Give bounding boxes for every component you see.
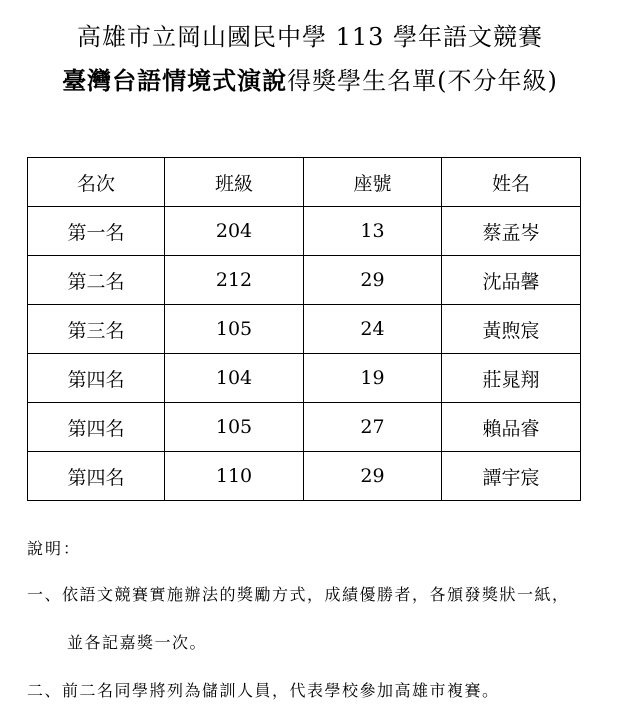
cell-class: 204 <box>165 207 304 256</box>
cell-rank: 第三名 <box>28 305 165 354</box>
cell-class: 105 <box>165 403 304 452</box>
cell-name: 譚宇宸 <box>442 452 581 501</box>
cell-class: 212 <box>165 256 304 305</box>
cell-class: 110 <box>165 452 304 501</box>
cell-rank: 第四名 <box>28 354 165 403</box>
cell-rank: 第一名 <box>28 207 165 256</box>
cell-name: 蔡孟岑 <box>442 207 581 256</box>
cell-rank: 第四名 <box>28 403 165 452</box>
table-row <box>28 256 581 305</box>
note-item-1: 一、依語文競賽實施辦法的獎勵方式，成績優勝者，各頒發獎狀一紙， <box>27 585 570 604</box>
table-row <box>28 305 581 354</box>
table-header-row <box>28 158 581 207</box>
cell-seat: 27 <box>304 403 442 452</box>
cell-name: 黃煦宸 <box>442 305 581 354</box>
cell-seat: 13 <box>304 207 442 256</box>
table-row <box>28 207 581 256</box>
table-row <box>28 403 581 452</box>
cell-seat: 24 <box>304 305 442 354</box>
column-header-seat: 座號 <box>304 158 442 207</box>
page-subtitle <box>0 64 620 98</box>
cell-name: 沈品馨 <box>442 256 581 305</box>
cell-rank: 第二名 <box>28 256 165 305</box>
cell-seat: 19 <box>304 354 442 403</box>
notes-title: 說明： <box>27 539 82 558</box>
cell-seat: 29 <box>304 452 442 501</box>
cell-class: 105 <box>165 305 304 354</box>
cell-seat: 29 <box>304 256 442 305</box>
cell-name: 莊晁翔 <box>442 354 581 403</box>
page-title: 高雄市立岡山國民中學 113 學年語文競賽 <box>76 23 544 51</box>
table-row <box>28 354 581 403</box>
column-header-name: 姓名 <box>442 158 581 207</box>
cell-name: 賴品睿 <box>442 403 581 452</box>
column-header-rank: 名次 <box>28 158 165 207</box>
table-row <box>28 452 581 501</box>
cell-rank: 第四名 <box>28 452 165 501</box>
column-header-class: 班級 <box>165 158 304 207</box>
subtitle-rest: 得獎學生名單(不分年級) <box>287 67 558 95</box>
cell-class: 104 <box>165 354 304 403</box>
subtitle-bold: 臺灣台語情境式演說 <box>62 66 288 95</box>
note-item-2: 二、前二名同學將列為儲訓人員，代表學校參加高雄市複賽。 <box>27 681 500 700</box>
results-table <box>27 157 581 501</box>
note-item-1-continued: 並各記嘉獎一次。 <box>67 633 208 652</box>
